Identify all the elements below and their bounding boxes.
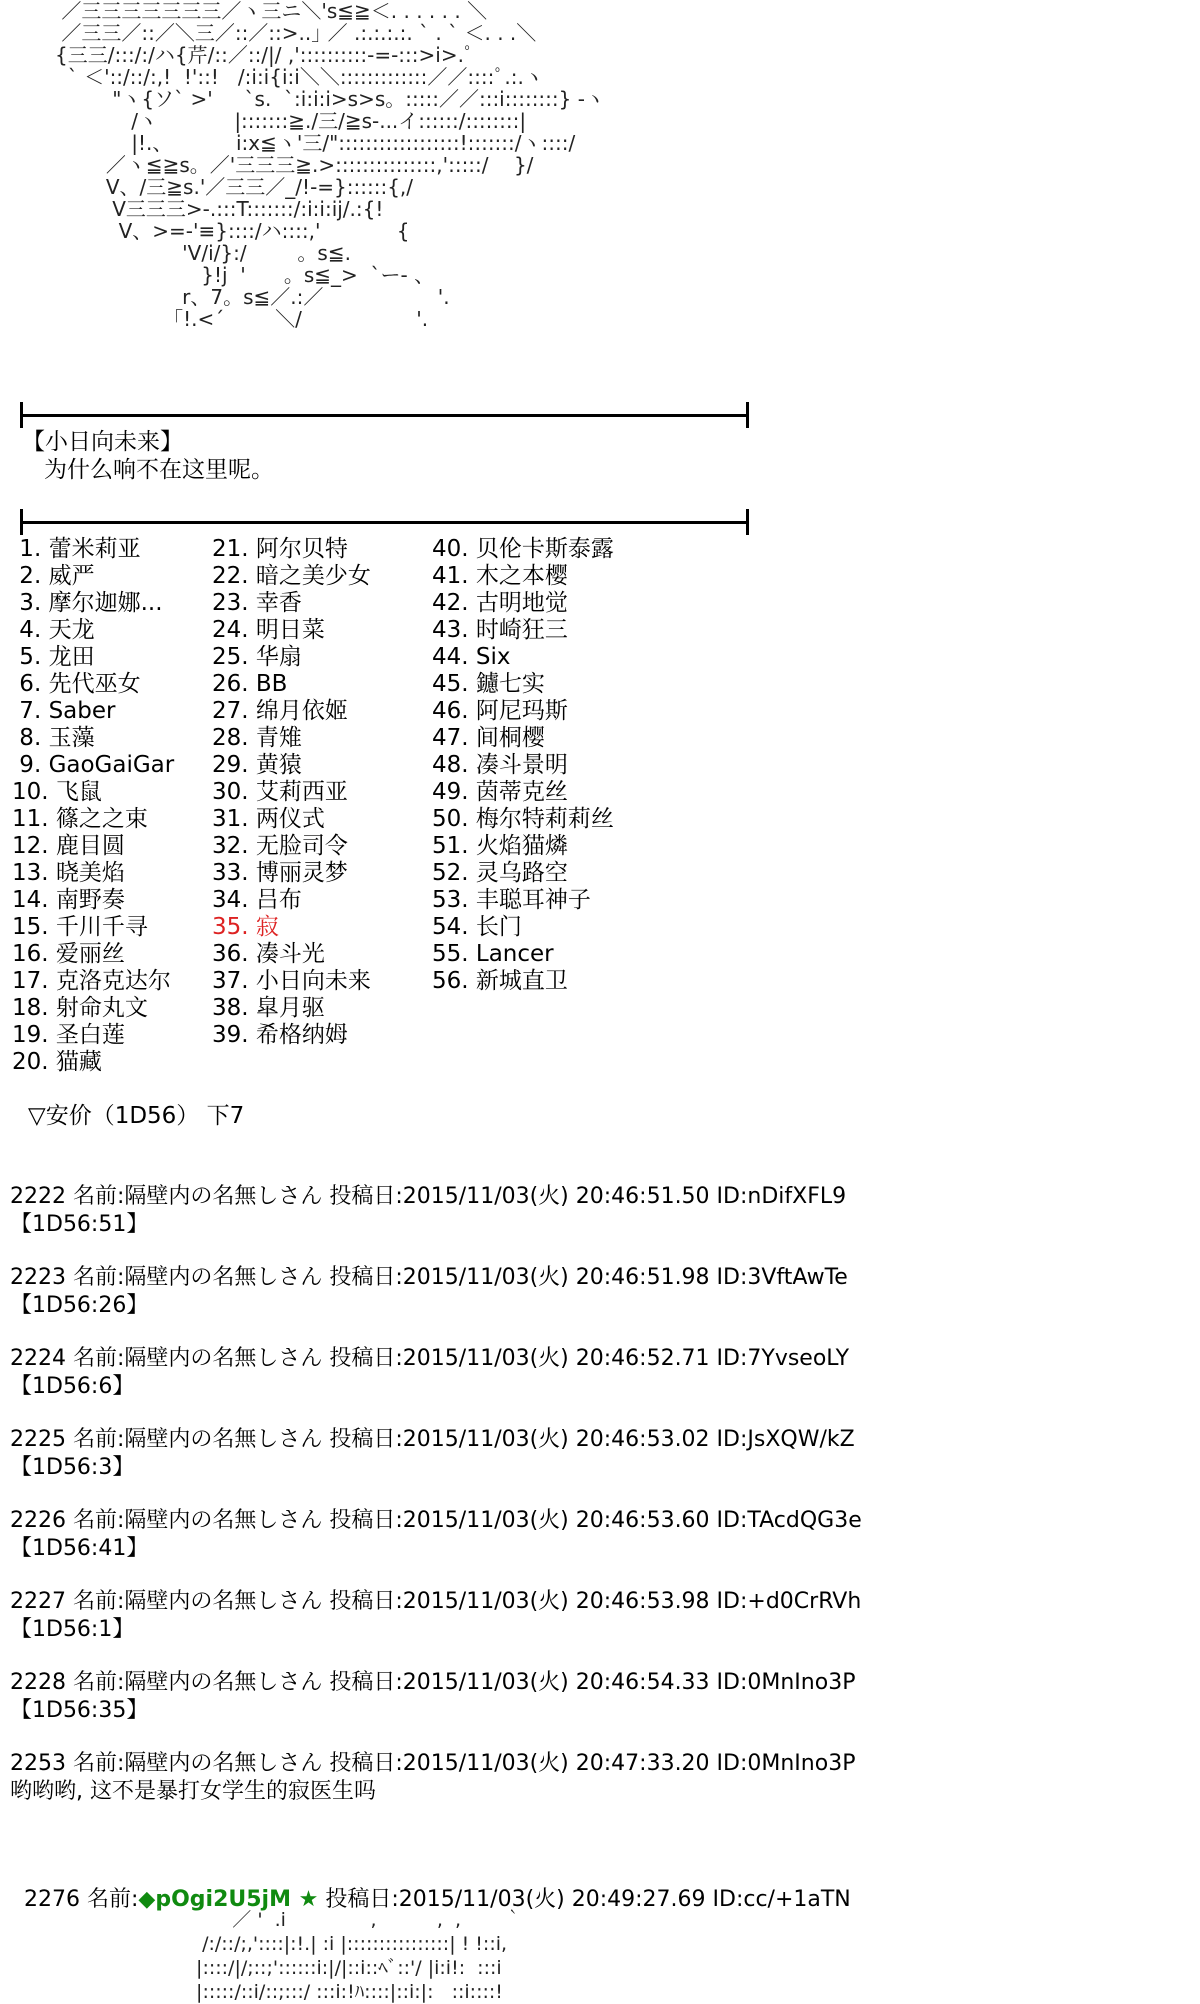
candidate-item: 49. 茵蒂克丝 <box>432 779 568 805</box>
post-header: 2224 名前:隔壁内の名無しさん 投稿日:2015/11/03(火) 20:46:52.71 ID:7YvseoLY <box>10 1346 850 1371</box>
candidate-item: 18. 射命丸文 <box>12 995 148 1021</box>
candidate-item: 47. 间桐樱 <box>432 725 545 751</box>
separator-top <box>12 402 757 428</box>
candidate-item: 53. 丰聪耳神子 <box>432 887 591 913</box>
candidate-item: 45. 鑢七实 <box>432 671 545 697</box>
post-header: 2253 名前:隔壁内の名無しさん 投稿日:2015/11/03(火) 20:47:33.20 ID:0MnIno3P <box>10 1751 856 1776</box>
separator-line <box>20 414 749 417</box>
candidate-item: 30. 艾莉西亚 <box>212 779 348 805</box>
candidate-item: 48. 凑斗景明 <box>432 752 568 778</box>
candidate-item: 12. 鹿目圆 <box>12 833 125 859</box>
candidate-item: 33. 博丽灵梦 <box>212 860 348 886</box>
post-body: 【1D56:3】 <box>10 1455 135 1480</box>
post-header: 2225 名前:隔壁内の名無しさん 投稿日:2015/11/03(火) 20:46:53.02 ID:JsXQW/kZ <box>10 1427 855 1452</box>
candidate-item: 31. 两仪式 <box>212 806 325 832</box>
candidate-item: 17. 克洛克达尔 <box>12 968 171 994</box>
candidate-item: 43. 时崎狂三 <box>432 617 568 643</box>
candidate-item: 28. 青雉 <box>212 725 302 751</box>
post-meta: 投稿日:2015/11/03(火) 20:49:27.69 ID:cc/+1aTN <box>318 1887 851 1912</box>
candidate-list-col3 <box>432 536 614 995</box>
candidate-item: 36. 凑斗光 <box>212 941 325 967</box>
post-header: 2227 名前:隔壁内の名無しさん 投稿日:2015/11/03(火) 20:46:53.98 ID:+d0CrRVh <box>10 1589 862 1614</box>
candidate-item: 20. 猫藏 <box>12 1049 102 1075</box>
quote-line: 为什么响不在这里呢。 <box>44 457 274 483</box>
candidate-item: 38. 皐月驱 <box>212 995 325 1021</box>
candidate-item: 35. 寂 <box>212 914 279 940</box>
candidate-item: 6. 先代巫女 <box>12 671 141 697</box>
candidate-item: 51. 火焰猫燐 <box>432 833 568 859</box>
candidate-item: 44. Six <box>432 644 511 670</box>
post-number-label: 2276 名前: <box>24 1887 139 1912</box>
candidate-item: 55. Lancer <box>432 941 554 967</box>
post-body: 【1D56:35】 <box>10 1698 149 1723</box>
candidate-item: 46. 阿尼玛斯 <box>432 698 568 724</box>
separator-line <box>20 521 749 524</box>
candidate-item: 13. 晓美焰 <box>12 860 125 886</box>
candidate-item: 54. 长门 <box>432 914 522 940</box>
ascii-art-top: ／三三三三三三三／ヽ三ニ＼'s≦≧＜. . . . . . ＼ ／三三／::／＼三／::／::>..｣ ／ .:.:.:.:. ` . ` ＜. . .＼ {三三/:::/:/ハ{芹/::／::/|/ ,'::::::::::-=-:::>i>.ﾟ ` ＜'::/::/:,! !'::! /:i:i{i:i＼＼:::::::::::::／／::::ﾟ.:.ヽ "ヽ{ソ` >' `s. `:i:i:i>s>s。:::::／／:::i::::::::} -ヽ /ヽ |:::::::≧./三/≧s-...イ::::::/::::::::| |!.、 i:x≦ヽ'三/"::::::::::::::::::!:::::::/ヽ::::/ ／ヽ≦≧s。／'三三三≧.>:::::::::::::::,':::::/ }/ V、/三≧s.'／三三／_/!-=}::::::{,/ V三三三>-.:::T:::::::/:i:i:ij/.:{! V、>=-'≡}::::/ハ::::,' { 'V/i/}:/ 。s≦. }!j ' 。s≦_> `ー- 、 r、7。s≦／.:／ '. 「!.<´ ＼/ '. <box>55 0 605 331</box>
separator-bottom <box>12 509 757 535</box>
candidate-item: 34. 吕布 <box>212 887 302 913</box>
post-body: 【1D56:26】 <box>10 1293 149 1318</box>
candidate-item: 1. 蕾米莉亚 <box>12 536 141 562</box>
anka-prompt: ▽安价（1D56） 下7 <box>28 1103 245 1129</box>
candidate-item: 39. 希格纳姆 <box>212 1022 348 1048</box>
candidate-item: 41. 木之本樱 <box>432 563 568 589</box>
candidate-item: 10. 飞鼠 <box>12 779 102 805</box>
candidate-item: 8. 玉藻 <box>12 725 95 751</box>
trip-code: ◆pOgi2U5jM ★ <box>138 1887 319 1912</box>
candidate-item: 2. 威严 <box>12 563 95 589</box>
post-body: 【1D56:1】 <box>10 1617 135 1642</box>
post-header: 2222 名前:隔壁内の名無しさん 投稿日:2015/11/03(火) 20:46:51.50 ID:nDifXFL9 <box>10 1184 847 1209</box>
candidate-item: 15. 千川千寻 <box>12 914 148 940</box>
candidate-item: 14. 南野奏 <box>12 887 125 913</box>
candidate-item: 23. 幸香 <box>212 590 302 616</box>
candidate-item: 52. 灵乌路空 <box>432 860 568 886</box>
post-2276-header <box>10 1858 851 1914</box>
post-header: 2226 名前:隔壁内の名無しさん 投稿日:2015/11/03(火) 20:46:53.60 ID:TAcdQG3e <box>10 1508 862 1533</box>
candidate-item: 4. 天龙 <box>12 617 95 643</box>
post-body: 哟哟哟, 这不是暴打女学生的寂医生吗 <box>10 1779 376 1804</box>
separator-end-right <box>746 509 749 535</box>
candidate-item: 56. 新城直卫 <box>432 968 568 994</box>
candidate-item: 25. 华扇 <box>212 644 302 670</box>
candidate-item: 32. 无脸司令 <box>212 833 348 859</box>
post-header: 2223 名前:隔壁内の名無しさん 投稿日:2015/11/03(火) 20:46:51.98 ID:3VftAwTe <box>10 1265 848 1290</box>
post-body: 【1D56:51】 <box>10 1212 149 1237</box>
post-body: 【1D56:6】 <box>10 1374 135 1399</box>
ascii-art-bottom: ／ ' .i , , , ｀ /:/::/;,'::::|:!.| :i |::::::::::::::::| ! !::i, |::::/|/;::;'::::::i:|/|::i::ﾍﾞ::'/ |i:i!: :::i |:::::/::i/::;:::/ :::i:!ﾊ::::|::i:|: ::i::::! <box>196 1909 523 2003</box>
candidate-item: 40. 贝伦卡斯泰露 <box>432 536 614 562</box>
candidate-item: 19. 圣白莲 <box>12 1022 125 1048</box>
candidate-item: 37. 小日向未来 <box>212 968 371 994</box>
candidate-item: 29. 黄猿 <box>212 752 302 778</box>
quote-speaker: 【小日向未来】 <box>22 429 183 455</box>
separator-end-right <box>746 402 749 428</box>
candidate-item: 27. 绵月依姬 <box>212 698 348 724</box>
candidate-item: 21. 阿尔贝特 <box>212 536 348 562</box>
candidate-item: 5. 龙田 <box>12 644 95 670</box>
candidate-list-col2 <box>212 536 371 1049</box>
candidate-item: 3. 摩尔迦娜... <box>12 590 163 616</box>
candidate-item: 24. 明日菜 <box>212 617 325 643</box>
candidate-item: 50. 梅尔特莉莉丝 <box>432 806 614 832</box>
candidate-item: 42. 古明地觉 <box>432 590 568 616</box>
candidate-list-col1 <box>12 536 174 1076</box>
candidate-item: 22. 暗之美少女 <box>212 563 371 589</box>
candidate-item: 26. BB <box>212 671 288 697</box>
candidate-item: 9. GaoGaiGar <box>12 752 175 778</box>
post-body: 【1D56:41】 <box>10 1536 149 1561</box>
candidate-item: 16. 爱丽丝 <box>12 941 125 967</box>
candidate-item: 11. 篠之之束 <box>12 806 148 832</box>
post-header: 2228 名前:隔壁内の名無しさん 投稿日:2015/11/03(火) 20:46:54.33 ID:0MnIno3P <box>10 1670 856 1695</box>
candidate-item: 7. Saber <box>12 698 116 724</box>
